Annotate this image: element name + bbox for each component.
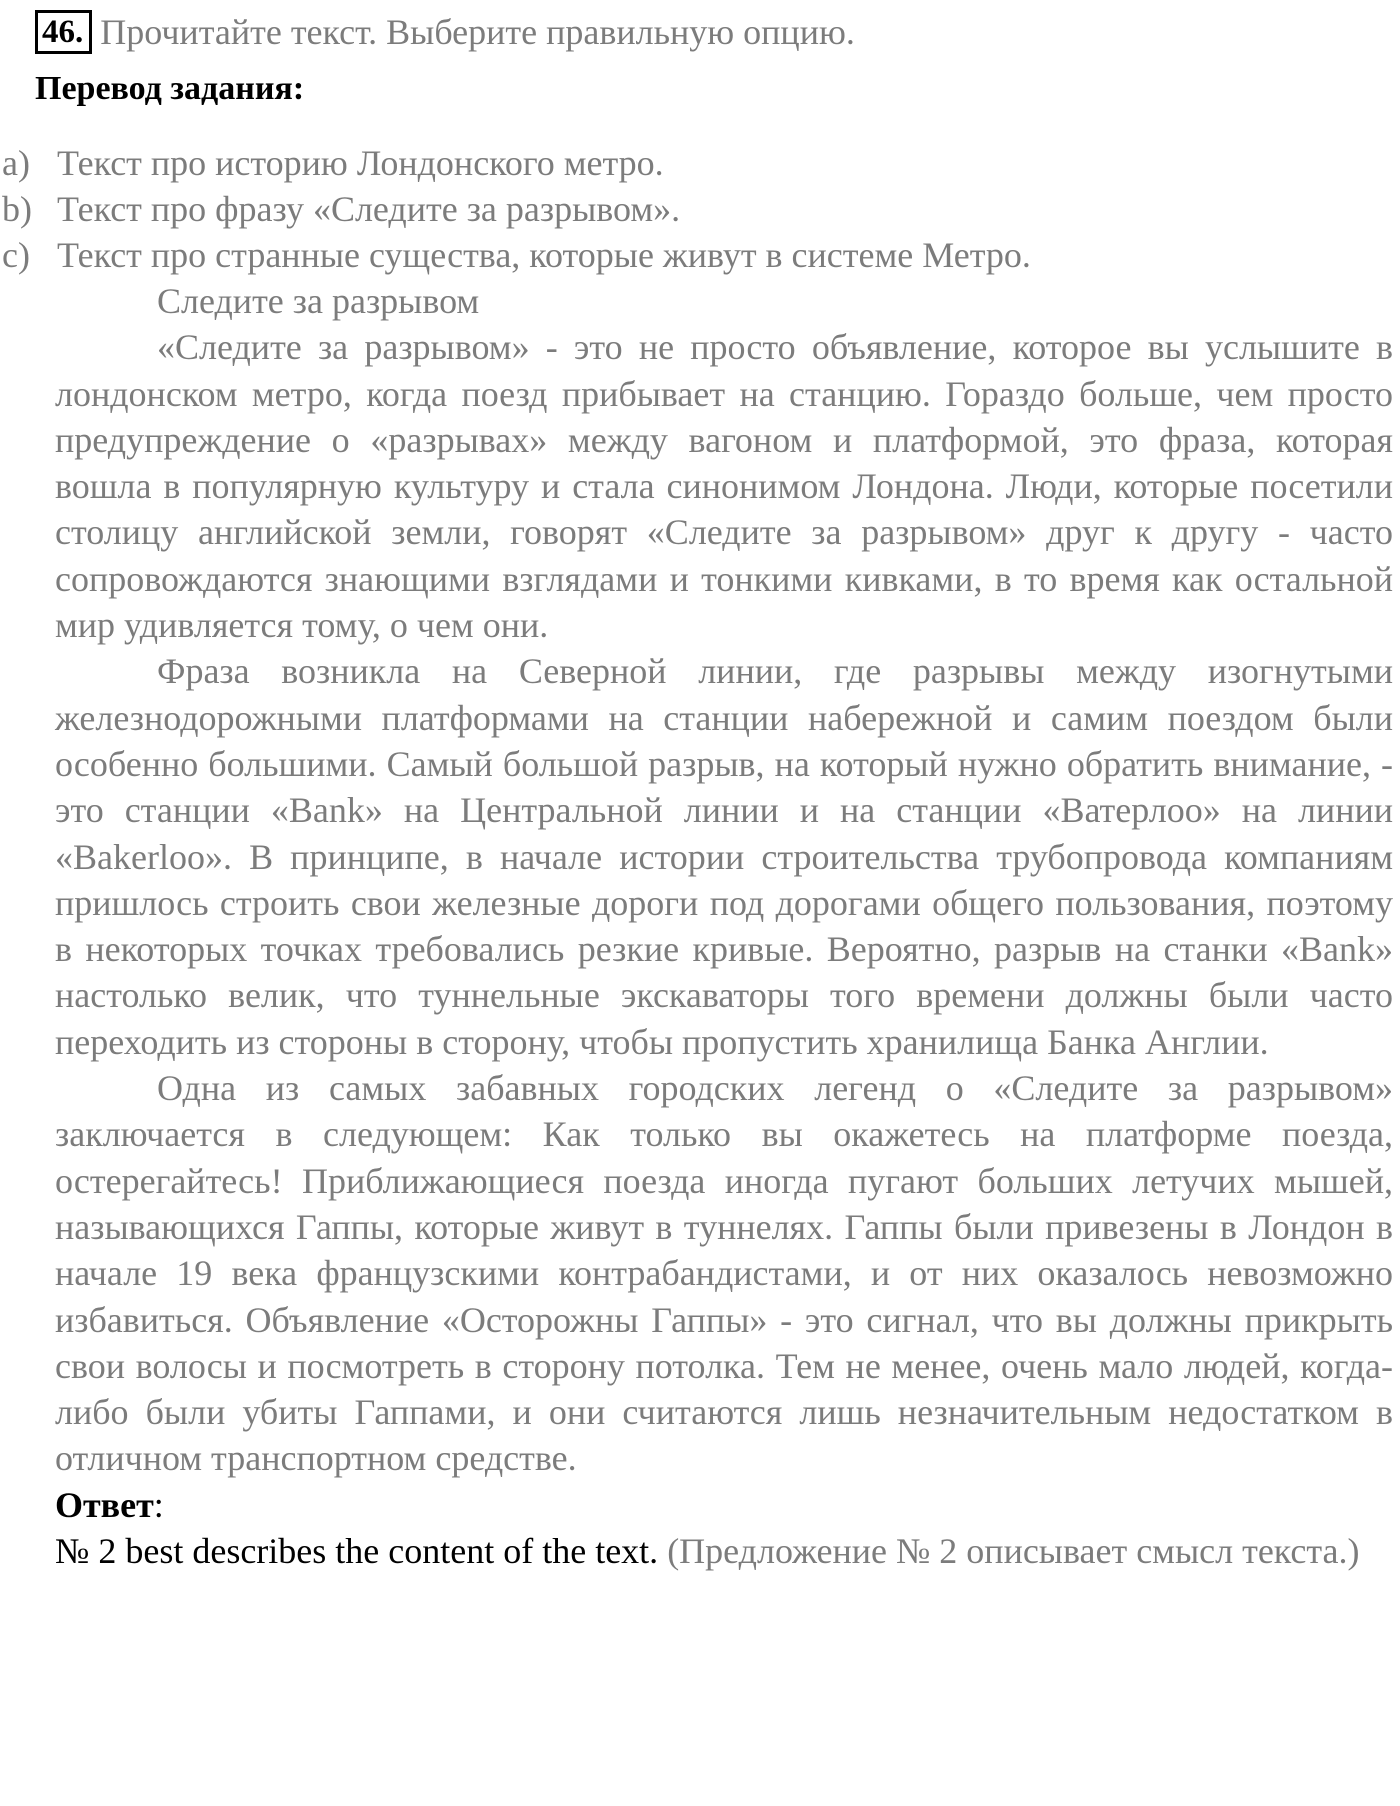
option-b: [0, 186, 1390, 232]
paragraph-2: Фраза возникла на Северной линии, где разрывы между изогнутыми железнодорожными платформами на станции набережной и самим поездом были особенно большими. Самый большой разрыв, на который нужно обратить внимание, - это станции «Bank» на Центральной линии и на станции «Ватерлоо» на линии «Bakerloo». В принципе, в начале истории строительства трубопровода компаниям пришлось строить свои железные дороги под дорогами общего пользования, поэтому в некоторых точках требовались резкие кривые. Вероятно, разрыв на станки «Bank» настолько велик, что туннельные экскаваторы того времени должны были часто переходить из стороны в сторону, чтобы пропустить хранилища Банка Англии.: [55, 651, 1393, 1062]
task-instruction: Прочитайте текст. Выберите правильную опцию.: [100, 12, 855, 52]
option-text: Текст про странные существа, которые живут в системе Метро.: [57, 235, 1031, 275]
option-text: Текст про историю Лондонского метро.: [57, 143, 664, 183]
translation-heading: Перевод задания:: [35, 70, 305, 107]
option-letter: a): [2, 143, 30, 183]
answer-colon: :: [153, 1484, 164, 1525]
option-c: [0, 232, 1390, 278]
option-text: Текст про фразу «Следите за разрывом».: [57, 189, 681, 229]
task-number: 46.: [35, 10, 92, 54]
option-letter: c): [2, 235, 30, 275]
task-header: [35, 8, 855, 56]
text-title: Следите за разрывом: [157, 281, 480, 321]
answer-english: № 2 best describes the content of the text.: [55, 1531, 659, 1572]
paragraph-3: Одна из самых забавных городских легенд о «Следите за разрывом» заключается в следующем: Как только вы окажетесь на платформе поезда, остерегайтесь! Приближающиеся поезда иногда пугают больших летучих мышей, называющихся Гаппы, которые живут в туннелях. Гаппы были привезены в Лондон в начале 19 века французскими контрабандистами, и от них оказалось невозможно избавиться. Объявление «Осторожны Гаппы» - это сигнал, что вы должны прикрыть свои волосы и посмотреть в сторону потолка. Тем не менее, очень мало людей, когда-либо были убиты Гаппами, и они считаются лишь незначительным недостатком в отличном транспортном средстве.: [55, 1068, 1393, 1479]
answer-heading: [55, 1482, 1393, 1528]
answer-text: [55, 1528, 1393, 1574]
option-letter: b): [2, 189, 32, 229]
options-list: [0, 140, 1390, 278]
paragraph-1: «Следите за разрывом» - это не просто объявление, которое вы услышите в лондонском метро, когда поезд прибывает на станцию. Гораздо больше, чем просто предупреждение о «разрывах» между вагоном и платформой, это фраза, которая вошла в популярную культуру и стала синонимом Лондона. Люди, которые посетили столицу английской земли, говорят «Следите за разрывом» друг к другу - часто сопровождаются знающими взглядами и тонкими кивками, в то время как остальной мир удивляется тому, о чем они.: [55, 327, 1393, 646]
answer-russian: (Предложение № 2 описывает смысл текста.): [658, 1531, 1360, 1572]
reading-text: [55, 278, 1393, 1574]
option-a: [0, 140, 1390, 186]
answer-label: Ответ: [55, 1484, 154, 1525]
